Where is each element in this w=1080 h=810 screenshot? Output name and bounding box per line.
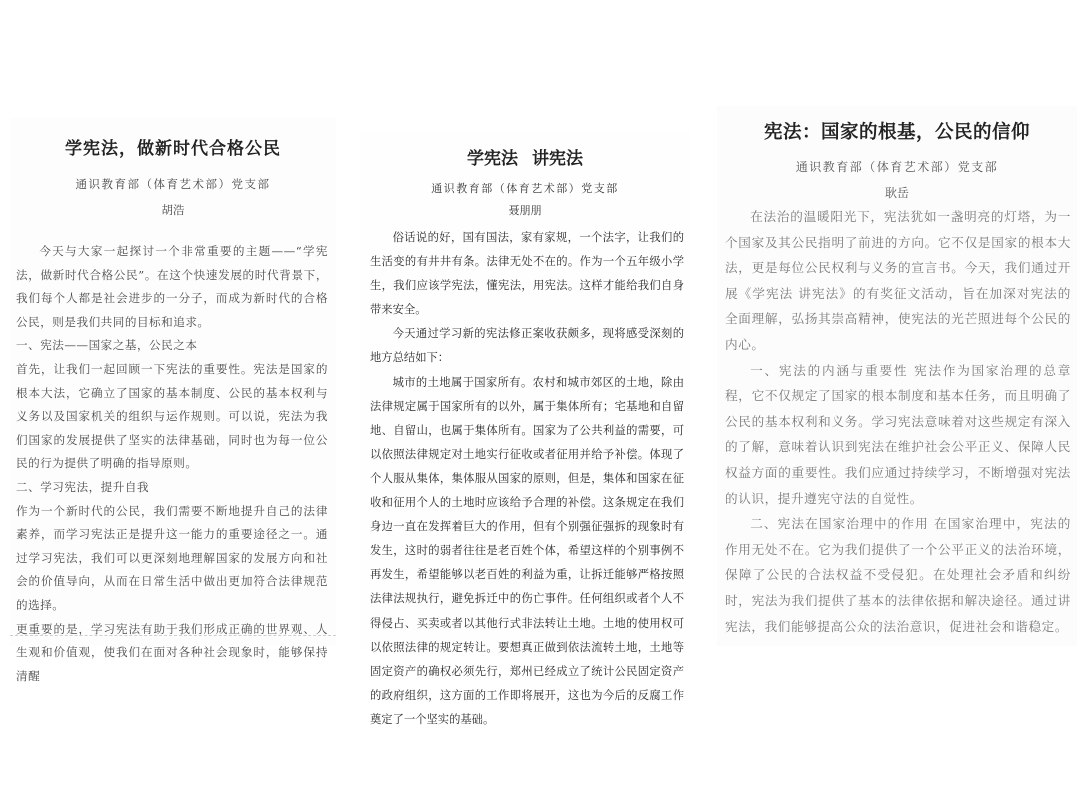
essay-body: [725, 204, 1071, 639]
paragraph: 城市的土地属于国家所有。农村和城市郊区的土地，除由法律规定属于国家所有的以外，属于集体所有；宅基地和自留地、自留山，也属于集体所有。国家为了公共利益的需要，可以依照法律规定对土地实行征收或者征用并给予补偿。体现了个人服从集体，集体服从国家的原则，但是，集体和国家在征收和征用个人的土地时应该给予合理的补偿。这条规定在我们身边一直在发挥着巨大的作用，但有个别强征强拆的现象时有发生，这时的弱者往往是老百姓个体，希望这样的个别事例不再发生，希望能够以老百姓的利益为重，让拆迁能够严格按照法律法规执行，避免拆迁中的伤亡事件。任何组织或者个人不得侵占、买卖或者以其他行式非法转让土地。土地的使用权可以依照法律的规定转让。要想真正做到依法流转土地，土地等固定资产的确权必须先行，郑州已经成立了统计公民固定资产的政府组织，这方面的工作即将展开，这也为今后的反腐工作奠定了一个坚实的基础。: [370, 375, 684, 726]
essay-page-2: [360, 130, 690, 726]
paragraph: 今天通过学习新的宪法修正案收获颇多，现将感受深刻的地方总结如下：: [370, 327, 684, 365]
paragraph: 首先，让我们一起回顾一下宪法的重要性。宪法是国家的根本大法，它确立了国家的基本制度、公民的基本权利与义务以及国家机关的组织与运作规则。可以说，宪法为我们国家的发展提供了坚实的法律基础，同时也为每一位公民的行为提供了明确的指导原则。: [16, 361, 328, 471]
author-name: 耿岳: [884, 186, 909, 200]
department-name: 通识教育部（体育艺术部）党支部: [431, 182, 619, 195]
department-name: 通识教育部（体育艺术部）党支部: [75, 177, 271, 191]
paragraph: 更重要的是，学习宪法有助于我们形成正确的世界观、人生观和价值观，使我们在面对各种社会现象时，能够保持清醒: [16, 621, 328, 683]
essay-body: [16, 240, 328, 688]
essay-page-1: [10, 118, 336, 683]
section-heading: 一、宪法——国家之基，公民之本: [16, 338, 198, 353]
paragraph: 一、宪法的内涵与重要性 宪法作为国家治理的总章程，它不仅规定了国家的根本制度和基本任务，而且明确了公民的基本权利和义务。学习宪法意味着对这些规定有深入的了解，意味着认识到宪法在维护社会公平正义、保障人民权益方面的重要性。我们应通过持续学习，不断增强对宪法的认识，提升遵宪守法的自觉性。: [725, 362, 1071, 506]
essay-title: 宪法：国家的根基，公民的信仰: [763, 122, 1030, 143]
department-name: 通识教育部（体育艺术部）党支部: [795, 160, 999, 174]
page-divider: [10, 635, 336, 636]
paragraph: 二、宪法在国家治理中的作用 在国家治理中，宪法的作用无处不在。它为我们提供了一个公平正义的法治环境，保障了公民的合法权益不受侵犯。在处理社会矛盾和纠纷时，宪法为我们提供了基本的法律依据和解决途径。通过讲宪法，我们能够提高公众的法治意识，促进社会和谐稳定。: [725, 516, 1071, 634]
essay-title: 学宪法，做新时代合格公民: [65, 139, 281, 159]
author-name: 胡浩: [161, 203, 185, 217]
paragraph: 在法治的温暖阳光下，宪法犹如一盏明亮的灯塔，为一个国家及其公民指明了前进的方向。它不仅是国家的根本大法，更是每位公民权利与义务的宣言书。今天，我们通过开展《学宪法 讲宪法》的有奖征文活动，旨在加深对宪法的全面理解，弘扬其崇高精神，使宪法的光芒照进每个公民的内心。: [725, 209, 1071, 352]
essay-page-3: [717, 106, 1077, 646]
essay-title: 学宪法 讲宪法: [467, 149, 583, 169]
author-name: 聂朋朋: [508, 204, 542, 217]
section-heading: 二、学习宪法，提升自我: [16, 479, 150, 494]
paragraph: 今天与大家一起探讨一个非常重要的主题——“学宪法，做新时代合格公民”。在这个快速发展的时代背景下，我们每个人都是社会进步的一分子，而成为新时代的合格公民，则是我们共同的目标和追求。: [16, 244, 328, 329]
essay-body: [370, 226, 684, 732]
paragraph: 作为一个新时代的公民，我们需要不断地提升自己的法律素养，而学习宪法正是提升这一能力的重要途径之一。通过学习宪法，我们可以更深刻地理解国家的发展方向和社会的价值导向，从而在日常生活中做出更加符合法律规范的选择。: [16, 503, 328, 612]
paragraph: 俗话说的好，国有国法，家有家规，一个法字，让我们的生活变的有井井有条。法律无处不在的。作为一个五年级小学生，我们应该学宪法，懂宪法，用宪法。这样才能给我们自身带来安全。: [370, 231, 684, 317]
